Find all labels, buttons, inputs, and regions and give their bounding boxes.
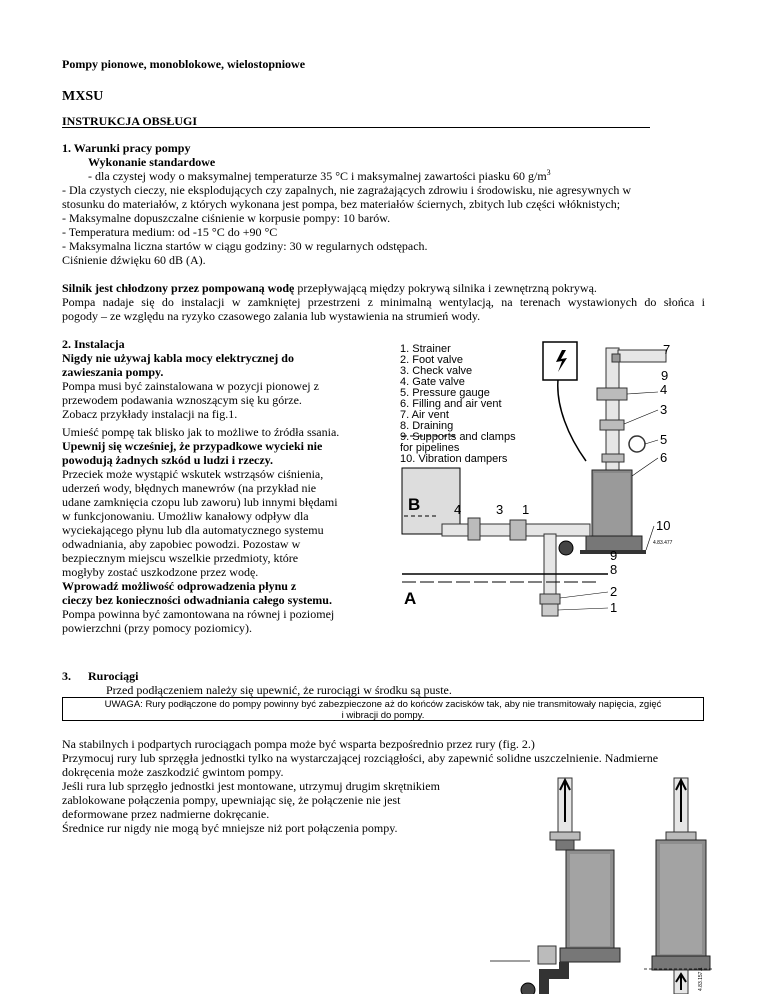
callout-number: 9 bbox=[661, 368, 669, 383]
legend-item: for pipelines bbox=[400, 442, 460, 454]
callout-number: 1 bbox=[610, 600, 618, 615]
top-elbow bbox=[612, 354, 620, 362]
section2-text: Przeciek może wystąpić wskutek wstrząsów ciśnienia, bbox=[62, 467, 324, 481]
callout-number: 9 bbox=[610, 548, 618, 563]
fitting bbox=[602, 454, 624, 462]
note-line: i wibracji do pompy. bbox=[341, 710, 425, 721]
section1-line: - Maksymalne dopuszczalne ciśnienie w korpusie pompy: 10 barów. bbox=[62, 211, 391, 225]
warning-note-box bbox=[62, 697, 704, 721]
section1-subtitle: Wykonanie standardowe bbox=[88, 155, 216, 169]
callout-number: 6 bbox=[660, 450, 668, 465]
tank-a-label: A bbox=[404, 589, 417, 608]
note-line: UWAGA: Rury podłączone do pompy powinny być zabezpieczone aż do końców zacisków tak, aby nie transmitowały napięcia, zgięć bbox=[104, 699, 662, 710]
pressure-gauge-icon bbox=[629, 436, 645, 452]
section2-text: Umieść pompę tak blisko jak to możliwe to źródła ssania. bbox=[62, 425, 340, 439]
gate-valve-top bbox=[597, 388, 627, 400]
section2-text: powierzchni (przy pomocy poziomicy). bbox=[62, 621, 252, 635]
callout-number: 3 bbox=[660, 402, 668, 417]
legend-item: 1. Strainer bbox=[400, 343, 451, 355]
left-suction-elbow bbox=[544, 962, 564, 994]
legend-item: 9. Supports and clamps bbox=[400, 431, 516, 443]
section2-text: odwadniania, aby zapobiec powodzi. Pozostaw w bbox=[62, 537, 301, 551]
callout-number: 4 bbox=[454, 502, 462, 517]
figure-code: 4.83.157.1 bbox=[698, 967, 704, 991]
legend-item: 8. Draining bbox=[400, 420, 454, 432]
instruction-heading: INSTRUKCJA OBSŁUGI bbox=[62, 114, 198, 128]
section1-line: - dla czystej wody o maksymalnej temperaturze 35 °C i maksymalnej zawartości piasku 60 $g/m^3$ bbox=[88, 168, 551, 183]
legend-item: 2. Foot valve bbox=[400, 354, 463, 366]
section2-text: Pompa powinna być zamontowana na równej i poziomej bbox=[62, 607, 335, 621]
left-valve bbox=[538, 946, 556, 964]
section3-intro: Przed podłączeniem należy się upewnić, że rurociągi w środku są puste. bbox=[106, 683, 452, 697]
section3-text: Średnice rur nigdy nie mogą być mniejsze niż port połączenia pompy. bbox=[62, 821, 398, 835]
warning-line: powodują żadnych szkód u ludzi i rzeczy. bbox=[62, 453, 274, 467]
legend-item: 6. Filling and air vent bbox=[400, 398, 502, 410]
pipe-figure-2 bbox=[490, 776, 712, 994]
section3-text: Jeśli rura lub sprzęgło jednostki jest montowane, utrzymuj drugim skrętnikiem bbox=[62, 779, 440, 793]
section2-text: Pompa musi być zainstalowana w pozycji pionowej z bbox=[62, 379, 319, 393]
section1-line: - Temperatura medium: od -15 °C do +90 °C bbox=[62, 225, 278, 239]
section3-text: deformowane przez nadmierne dokręcanie. bbox=[62, 807, 270, 821]
section3-text: dokręcenia może zaszkodzić gwintom pompy. bbox=[62, 765, 284, 779]
section3-text: Przymocuj rury lub sprzęgła jednostki tylko na wystarczającej rozciągłości, aby zapewnić solidne uszczelnienie. Nadmierne bbox=[62, 751, 659, 765]
section2-text: przewodem podawania wznoszącym się ku górze. bbox=[62, 393, 302, 407]
install-line: pogody – ze względu na ryzyko czasowego zalania lub wystawienia na strumień wody. bbox=[62, 309, 481, 323]
section2-text: wyciekającego płynu lub dla automatycznego systemu bbox=[62, 523, 324, 537]
legend-item: 3. Check valve bbox=[400, 365, 473, 377]
section1-title: 1. Warunki pracy pompy bbox=[62, 141, 191, 155]
legend-item: 10. Vibration dampers bbox=[400, 453, 508, 465]
warning-line: Upewnij się wcześniej, że przypadkowe wycieki nie bbox=[62, 439, 323, 453]
warning-line: Nigdy nie używaj kabla mocy elektrycznej do bbox=[62, 351, 294, 365]
tank-b-label: B bbox=[408, 495, 421, 514]
section2-text: bezpiecznym miejscu wszelkie przedmioty, które bbox=[62, 551, 299, 565]
legend-item: 7. Air vent bbox=[400, 409, 449, 421]
check-valve-b bbox=[510, 520, 526, 540]
installation-figure-1 bbox=[398, 336, 698, 622]
warning-line: Wprowadź możliwość odprowadzenia płynu z bbox=[62, 579, 297, 593]
heading-rule bbox=[62, 127, 650, 128]
model-name: MXSU bbox=[62, 89, 104, 104]
figure-code: 4.83.477 bbox=[653, 540, 673, 546]
install-line: Pompa nadaje się do instalacji w zamkniętej przestrzeni z minimalną wentylacją, na terenach wystawionych do słońca i bbox=[62, 295, 705, 309]
warning-line: zawieszania pompy. bbox=[62, 365, 164, 379]
section3-text: Na stabilnych i podpartych rurociągach pompa może być wsparta bezpośrednio przez rury (fig. 2.) bbox=[62, 737, 535, 751]
section2-title: 2. Instalacja bbox=[62, 337, 125, 351]
drain-valve-icon bbox=[559, 541, 573, 555]
document-title: Pompy pionowe, monoblokowe, wielostopniowe bbox=[62, 57, 306, 71]
section3-title: Rurociągi bbox=[88, 669, 139, 683]
callout-number: 8 bbox=[610, 562, 618, 577]
foot-valve bbox=[540, 594, 560, 604]
gate-valve-b bbox=[468, 518, 480, 540]
valve-handwheel-icon bbox=[521, 983, 535, 994]
section2-text: mogłyby zostać uszkodzone przez wodę. bbox=[62, 565, 259, 579]
section2-text: uderzeń wody, błędnych manewrów (na przykład nie bbox=[62, 481, 317, 495]
callout-number: 1 bbox=[522, 502, 530, 517]
callout-number: 7 bbox=[663, 342, 671, 357]
section1-line: stosunku do materiałów, z których wykonana jest pompa, bez materiałów ściernych, zbitych lub części włóknistych; bbox=[62, 197, 621, 211]
section1-line: - Maksymalna liczna startów w ciągu godziny: 30 w regularnych odstępach. bbox=[62, 239, 428, 253]
legend-item: 4. Gate valve bbox=[400, 376, 465, 388]
legend-item: 5. Pressure gauge bbox=[400, 387, 490, 399]
callout-number: 4 bbox=[660, 382, 668, 397]
section1-line: Ciśnienie dźwięku 60 dB (A). bbox=[62, 253, 206, 267]
section2-text: w funkcjonowaniu. Umożliw kanałowy odpływ dla bbox=[62, 509, 309, 523]
top-pipe bbox=[618, 350, 666, 362]
callout-number: 3 bbox=[496, 502, 504, 517]
strainer bbox=[542, 604, 558, 616]
power-cable bbox=[558, 380, 586, 461]
section2-text: Zobacz przykłady instalacji na fig.1. bbox=[62, 407, 238, 421]
section1-line: - Dla czystych cieczy, nie eksplodujących czy zapalnych, nie zagrażających zdrowiu i środowisku, nie agresywnych w bbox=[62, 183, 631, 197]
cooling-sentence: Silnik jest chłodzony przez pompowaną wodę przepływającą między pokrywą silnika i zewnętrzną pokrywą. bbox=[62, 281, 597, 295]
check-valve-top bbox=[600, 420, 624, 430]
section3-text: zablokowane połączenia pompy, upewniając się, że połączenie nie jest bbox=[62, 793, 401, 807]
warning-line: cieczy bez konieczności odwadniania całego systemu. bbox=[62, 593, 332, 607]
left-pump-base bbox=[560, 948, 620, 962]
section3-number: 3. bbox=[62, 669, 71, 683]
callout-number: 10 bbox=[656, 518, 671, 533]
callout-number: 5 bbox=[660, 432, 668, 447]
callout-number: 2 bbox=[610, 584, 618, 599]
section2-text: udane zamknięcia czopu lub zaworu) lub innymi błędami bbox=[62, 495, 338, 509]
